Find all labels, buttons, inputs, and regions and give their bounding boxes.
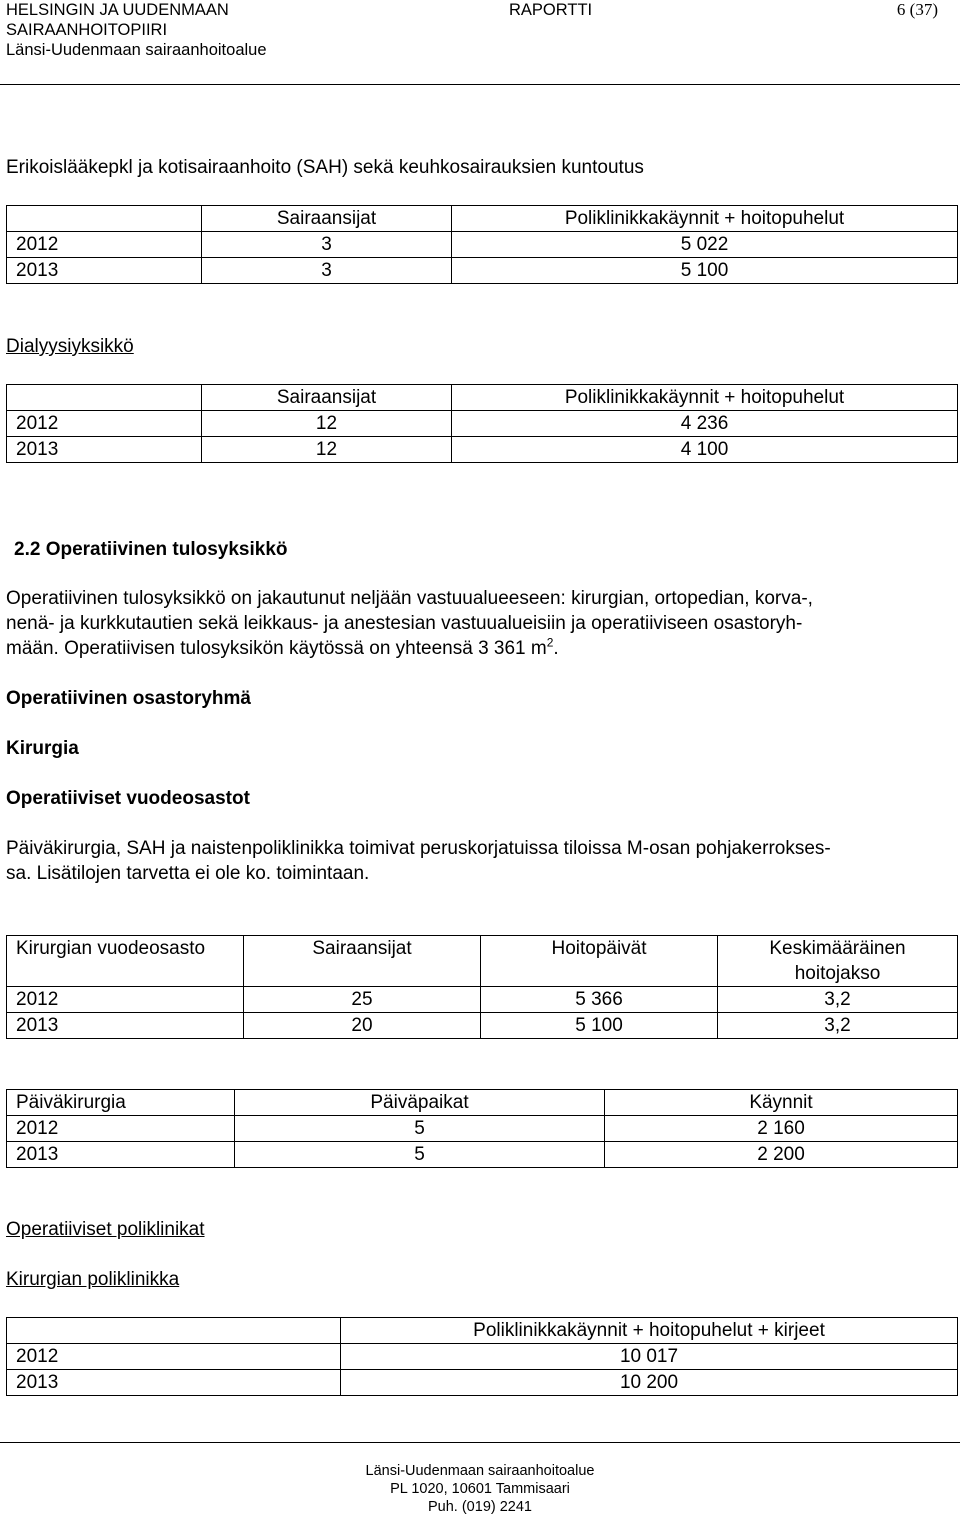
paragraph-line — [6, 636, 813, 661]
table-cell — [7, 206, 202, 232]
paivakirurgia-table — [6, 1089, 958, 1168]
table-cell: 2012 — [7, 411, 202, 437]
table-cell: 2012 — [7, 987, 244, 1013]
table-header-row — [7, 1318, 958, 1344]
heading-kirurgia: Kirurgia — [6, 738, 79, 759]
table-row — [7, 437, 958, 463]
heading-osastoryhma: Operatiivinen osastoryhmä — [6, 688, 251, 709]
table-cell: 25 — [244, 987, 481, 1013]
header-org — [6, 0, 267, 60]
table-row — [7, 987, 958, 1013]
table-row — [7, 1013, 958, 1039]
table-cell: 3 — [202, 232, 452, 258]
table-header-row — [7, 206, 958, 232]
table-cell: 5 — [235, 1116, 605, 1142]
footer-divider — [0, 1442, 960, 1443]
table-cell: 2013 — [7, 258, 202, 284]
table-cell — [7, 385, 202, 411]
table-cell: 5 — [235, 1142, 605, 1168]
table-header-cell: Poliklinikkakäynnit + hoitopuhelut — [452, 385, 958, 411]
table-header-cell: Päiväpaikat — [235, 1090, 605, 1116]
footer — [0, 1462, 960, 1516]
header-line: hoitojakso — [794, 963, 881, 984]
table-row — [7, 1142, 958, 1168]
doc-type: RAPORTTI — [509, 1, 593, 19]
table-header-row — [7, 936, 958, 987]
section-title-dialyysi: Dialyysiyksikkö — [6, 336, 134, 357]
org-name-line3: Länsi-Uudenmaan sairaanhoitoalue — [6, 41, 267, 59]
table-header-cell: Päiväkirurgia — [7, 1090, 235, 1116]
table-cell: 5 022 — [452, 232, 958, 258]
table-header-cell: Sairaansijat — [244, 936, 481, 987]
heading-vuodeosastot: Operatiiviset vuodeosastot — [6, 788, 250, 809]
paragraph-line: Operatiivinen tulosyksikkö on jakautunut neljään vastuualueeseen: kirurgian, ortopedian, korva-, — [6, 588, 813, 609]
table-header-cell — [718, 936, 958, 987]
paragraph-end: . — [553, 638, 559, 659]
dialyysi-table — [6, 384, 958, 463]
header-line: Keskimääräinen — [769, 938, 906, 959]
page-number: 6 (37) — [896, 0, 938, 19]
table-cell: 5 100 — [481, 1013, 718, 1039]
table-header-cell: Sairaansijat — [202, 385, 452, 411]
table-cell: 3,2 — [718, 987, 958, 1013]
table-cell — [7, 1318, 341, 1344]
paragraph-line: nenä- ja kurkkutautien sekä leikkaus- ja anestesian vastuualueisiin ja operatiiviseen osastoryh- — [6, 613, 803, 634]
table-header-cell: Poliklinikkakäynnit + hoitopuhelut + kirjeet — [341, 1318, 958, 1344]
paragraph-line: Päiväkirurgia, SAH ja naistenpoliklinikka toimivat peruskorjatuissa tiloissa M-osan pohjakerrokses- — [6, 838, 831, 859]
superscript: 2 — [546, 635, 554, 650]
table-row — [7, 232, 958, 258]
section-title-poliklinikat: Operatiiviset poliklinikat — [6, 1219, 205, 1240]
table-cell: 5 366 — [481, 987, 718, 1013]
table-cell: 12 — [202, 411, 452, 437]
table-cell: 2013 — [7, 1142, 235, 1168]
table-header-cell: Kirurgian vuodeosasto — [7, 936, 244, 987]
footer-line: PL 1020, 10601 Tammisaari — [390, 1481, 570, 1497]
table-cell: 2 200 — [605, 1142, 958, 1168]
table-cell: 4 236 — [452, 411, 958, 437]
paragraph-2-2 — [6, 586, 813, 661]
footer-line: Länsi-Uudenmaan sairaanhoitoalue — [365, 1463, 595, 1479]
table-row — [7, 1116, 958, 1142]
header-divider — [0, 84, 960, 85]
table-row — [7, 1370, 958, 1396]
table-cell: 10 200 — [341, 1370, 958, 1396]
paragraph-paivakirurgia — [6, 836, 831, 886]
table-cell: 5 100 — [452, 258, 958, 284]
kirurgian-poliklinikka-table — [6, 1317, 958, 1396]
table-row — [7, 1344, 958, 1370]
table-header-row — [7, 1090, 958, 1116]
table-cell: 3,2 — [718, 1013, 958, 1039]
section-title-erikois: Erikoislääkepkl ja kotisairaanhoito (SAH) sekä keuhkosairauksien kuntoutus — [6, 157, 644, 178]
section-heading-2-2: 2.2 Operatiivinen tulosyksikkö — [14, 539, 288, 560]
table-cell: 20 — [244, 1013, 481, 1039]
table-cell: 2013 — [7, 1013, 244, 1039]
table-header-cell: Sairaansijat — [202, 206, 452, 232]
table-row — [7, 411, 958, 437]
erikois-table — [6, 205, 958, 284]
table-cell: 2 160 — [605, 1116, 958, 1142]
table-cell: 12 — [202, 437, 452, 463]
table-header-row — [7, 385, 958, 411]
table-cell: 2012 — [7, 1344, 341, 1370]
table-cell: 2012 — [7, 1116, 235, 1142]
paragraph-text: mään. Operatiivisen tulosyksikön käytössä on yhteensä 3 361 m — [6, 638, 547, 659]
table-cell: 4 100 — [452, 437, 958, 463]
table-cell: 2013 — [7, 1370, 341, 1396]
table-header-cell: Hoitopäivät — [481, 936, 718, 987]
table-header-cell: Poliklinikkakäynnit + hoitopuhelut — [452, 206, 958, 232]
footer-line: Puh. (019) 2241 — [428, 1499, 532, 1515]
paragraph-line: sa. Lisätilojen tarvetta ei ole ko. toimintaan. — [6, 863, 370, 884]
kirurgian-vuodeosasto-table — [6, 935, 958, 1039]
table-cell: 2012 — [7, 232, 202, 258]
table-cell: 3 — [202, 258, 452, 284]
table-cell: 10 017 — [341, 1344, 958, 1370]
table-row — [7, 258, 958, 284]
section-title-kirurgian-poliklinikka: Kirurgian poliklinikka — [6, 1269, 180, 1290]
org-name-line1: HELSINGIN JA UUDENMAAN — [6, 1, 229, 19]
table-header-cell: Käynnit — [605, 1090, 958, 1116]
table-cell: 2013 — [7, 437, 202, 463]
org-name-line2: SAIRAANHOITOPIIRI — [6, 21, 168, 39]
